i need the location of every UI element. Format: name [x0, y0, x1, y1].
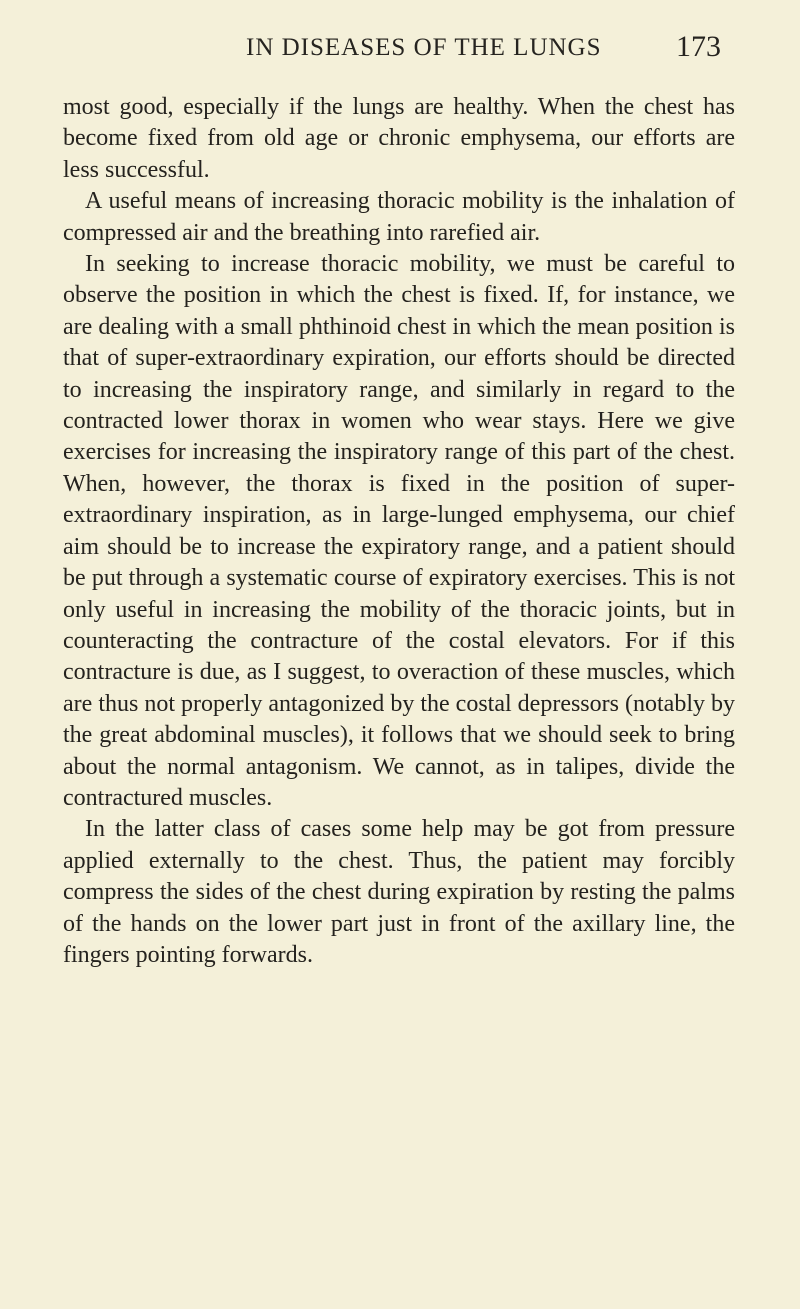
paragraph-3: In seeking to increase thoracic mobility, we must be careful to observe the position in which the chest is fixed. If, for instance, we are dealing with a small phthinoid chest in which the mean position is that of super-extraordinary expiration, our efforts should be directed to increasing the inspiratory range, and similarly in regard to the contracted lower thorax in women who wear stays. Here we give exercises for increasing the inspiratory range of this part of the chest. When, however, the thorax is fixed in the position of super-extraordinary inspiration, as in large-lunged emphysema, our chief aim should be to increase the expiratory range, and a patient should be put through a systematic course of expiratory exercises. This is not only useful in increasing the mobility of the thoracic joints, but in counteracting the contracture of the costal elevators. For if this contracture is due, as I suggest, to overaction of these muscles, which are thus not properly antagonized by the costal depressors (notably by the great abdominal muscles), it follows that we should seek to bring about the normal antagonism. We cannot, as in talipes, divide the contractured muscles. [63, 251, 735, 811]
paragraph-2: A useful means of increasing thoracic mobility is the inhalation of compressed air and the breathing into rarefied air. [63, 188, 735, 246]
running-title: IN DISEASES OF THE LUNGS [246, 34, 602, 61]
page-number: 173 [676, 30, 721, 63]
paragraph-4: In the latter class of cases some help may be got from pressure applied externally to the chest. Thus, the patient may forcibly compress the sides of the chest during expiration by resting the palms of the hands on the lower part just in front of the axillary line, the fingers pointing forwards. [63, 816, 735, 968]
paragraph-1: most good, especially if the lungs are healthy. When the chest has become fixed from old age or chronic emphysema, our efforts are less successful. [63, 94, 735, 183]
body-text [63, 92, 735, 971]
